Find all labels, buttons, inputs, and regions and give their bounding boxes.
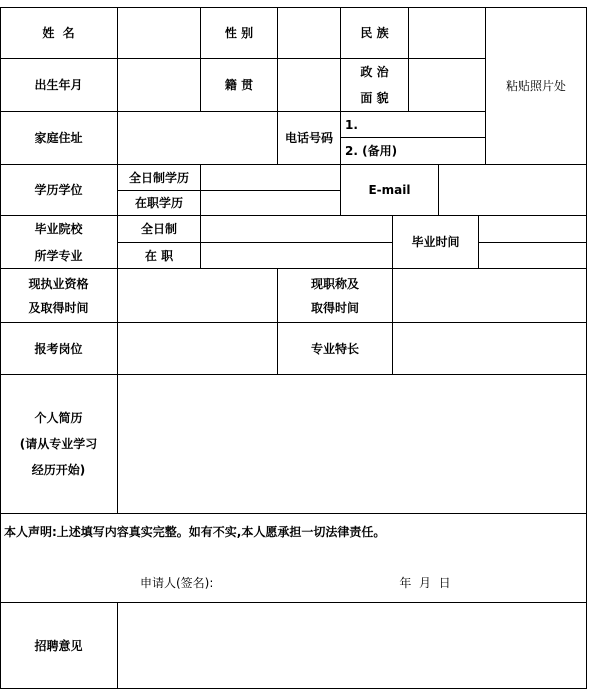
ethnicity-label: 民 族 <box>360 26 389 40</box>
position-field[interactable] <box>118 323 277 374</box>
birth-label: 出生年月 <box>34 78 83 92</box>
professional-title-field[interactable] <box>393 269 586 322</box>
recruitment-opinion-field[interactable] <box>118 603 586 688</box>
parttime-education-field[interactable] <box>201 191 340 215</box>
resume-label <box>0 375 117 513</box>
resume-label-line-1: 个人简历 <box>34 411 83 425</box>
education-label: 学历学位 <box>34 183 83 197</box>
political-label-line-2: 面 貌 <box>360 91 389 105</box>
email-label: E-mail <box>368 183 411 197</box>
qualification-label <box>0 269 117 322</box>
applicant-signature-field[interactable] <box>250 572 380 594</box>
phone-field-1[interactable]: 1. <box>345 117 358 132</box>
ethnicity-field[interactable] <box>409 8 485 58</box>
gender-label: 性 别 <box>224 26 254 40</box>
specialty-field[interactable] <box>393 323 586 374</box>
title-label-line-1: 现职称及 <box>310 276 359 291</box>
date-label: 年 月 日 <box>399 576 451 590</box>
gender-field[interactable] <box>278 8 340 58</box>
address-field[interactable] <box>118 112 277 164</box>
position-label: 报考岗位 <box>34 341 83 356</box>
email-field[interactable] <box>439 165 586 215</box>
name-label: 姓 名 <box>42 26 75 40</box>
qualification-label-line-2: 及取得时间 <box>28 300 89 315</box>
specialty-label: 专业特长 <box>310 341 359 356</box>
parttime-education-label: 在职学历 <box>134 196 183 210</box>
resume-field[interactable] <box>118 375 586 513</box>
political-status-field[interactable] <box>409 59 485 111</box>
birth-field[interactable] <box>118 59 200 111</box>
fulltime-graduation-field[interactable] <box>479 216 586 242</box>
fulltime-education-field[interactable] <box>201 165 340 190</box>
parttime-school-field[interactable] <box>201 243 392 268</box>
major-label: 所学专业 <box>34 248 83 263</box>
political-status-label <box>341 59 408 111</box>
political-label-line-1: 政 治 <box>360 65 389 79</box>
phone-label: 电话号码 <box>284 131 333 145</box>
fulltime-school-field[interactable] <box>201 216 392 242</box>
qualification-label-line-1: 现执业资格 <box>28 276 89 291</box>
photo-placeholder[interactable]: 粘贴照片处 <box>505 79 566 93</box>
parttime-graduation-field[interactable] <box>479 243 586 268</box>
resume-label-line-3: 经历开始) <box>31 463 86 477</box>
native-place-field[interactable] <box>278 59 340 111</box>
title-label-line-2: 取得时间 <box>310 300 359 315</box>
graduation-time-label: 毕业时间 <box>411 235 460 249</box>
fulltime-education-label: 全日制学历 <box>128 170 189 185</box>
professional-title-label <box>278 269 392 322</box>
fulltime-label: 全日制 <box>140 222 177 236</box>
parttime-label: 在 职 <box>144 248 174 263</box>
address-label: 家庭住址 <box>34 131 83 145</box>
recruitment-opinion-label: 招聘意见 <box>34 638 83 653</box>
declaration-text: 本人声明:上述填写内容真实完整。如有不实,本人愿承担一切法律责任。 <box>4 525 386 539</box>
phone-field-2[interactable]: 2. (备用) <box>345 144 398 158</box>
native-place-label: 籍 贯 <box>224 78 254 92</box>
applicant-signature-label: 申请人(签名): <box>140 576 214 590</box>
school-label: 毕业院校 <box>34 222 83 236</box>
qualification-field[interactable] <box>118 269 277 322</box>
name-field[interactable] <box>118 8 200 58</box>
resume-label-line-2: (请从专业学习 <box>19 437 98 451</box>
